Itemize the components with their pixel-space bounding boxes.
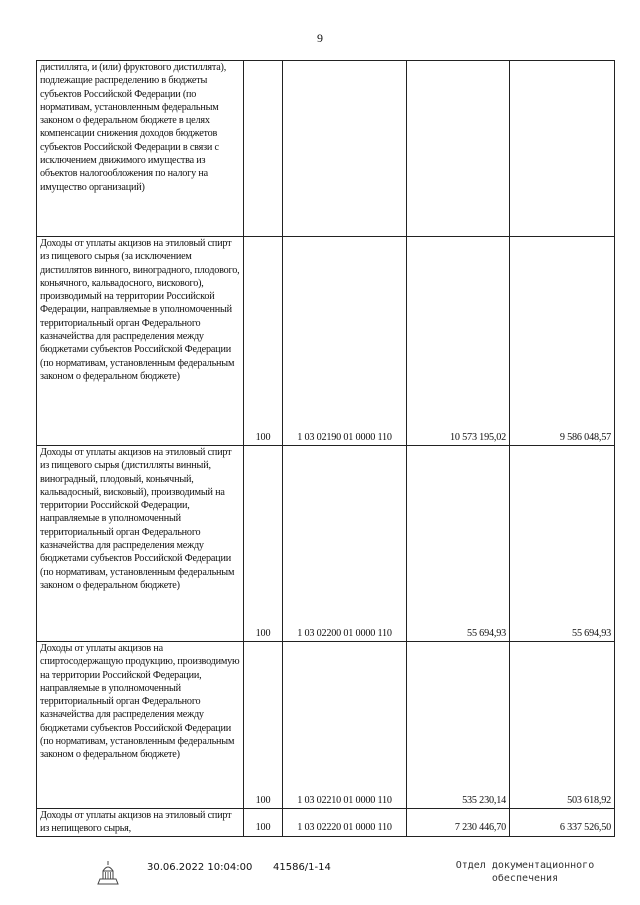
executed-amount [510,61,615,237]
income-code: 1 03 02210 01 0000 110 [283,642,407,809]
department-stamp [440,859,610,885]
row-name: Доходы от уплаты акцизов на этиловый спирт из пищевого сырья (дистилляты винный, виноградный, плодовый, коньячный, кальвадосный, висковый), производимый на территории Российской Федерации, направляемые в уполномоченный территориальный орган Федерального казначейства для распределения между бюджетами субъектов Российской Федерации (по нормативам, установленным федеральным законом о федеральном бюджете) [37,446,244,642]
page-footer [0,859,640,899]
executed-amount: 6 337 526,50 [510,809,615,837]
executed-amount: 9 586 048,57 [510,237,615,446]
page-number: 9 [317,31,323,45]
income-code: 1 03 02190 01 0000 110 [283,237,407,446]
table-row [37,61,615,237]
stamp-line-1: Отдел документационного [455,860,595,871]
row-name: Доходы от уплаты акцизов на этиловый спирт из непищевого сырья, [37,809,244,837]
approved-amount [407,61,510,237]
income-code [283,61,407,237]
row-name: Доходы от уплаты акцизов на этиловый спирт из пищевого сырья (за исключением дистиллятов винного, виноградного, плодового, коньячного, кальвадосного, вискового), производимый на территории Российской Федерации, направляемые в уполномоченный территориальный орган Федерального казначейства для распределения между бюджетами субъектов Российской Федерации (по нормативам, установленным федеральным законом о федеральном бюджете) [37,237,244,446]
row-name: дистиллята, и (или) фруктового дистиллята), подлежащие распределению в бюджеты субъектов Российской Федерации (по нормативам, установленным федеральным законом о федеральном бюджете в целях компенсации снижения доходов бюджетов субъектов Российской Федерации в связи с исключением движимого имущества из объектов налогообложения по налогу на имущество организаций) [37,61,244,237]
executed-amount: 503 618,92 [510,642,615,809]
table-row [37,446,615,642]
executed-amount: 55 694,93 [510,446,615,642]
admin-code: 100 [244,642,283,809]
admin-code: 100 [244,237,283,446]
admin-code: 100 [244,446,283,642]
emblem-seal-icon [94,859,122,887]
approved-amount: 55 694,93 [407,446,510,642]
income-code: 1 03 02200 01 0000 110 [283,446,407,642]
admin-code [244,61,283,237]
table-row [37,809,615,837]
table-row [37,237,615,446]
admin-code: 100 [244,809,283,837]
document-number: 41586/1-14 [273,862,331,873]
income-code: 1 03 02220 01 0000 110 [283,809,407,837]
registration-datetime: 30.06.2022 10:04:00 [147,862,253,873]
approved-amount: 535 230,14 [407,642,510,809]
approved-amount: 7 230 446,70 [407,809,510,837]
approved-amount: 10 573 195,02 [407,237,510,446]
table-row [37,642,615,809]
revenue-table [36,60,615,837]
row-name: Доходы от уплаты акцизов на спиртосодержащую продукцию, производимую на территории Российской Федерации, направляемые в уполномоченный территориальный орган Федерального казначейства для распределения между бюджетами субъектов Российской Федерации (по нормативам, установленным федеральным законом о федеральном бюджете) [37,642,244,809]
stamp-line-2: обеспечения [491,873,559,884]
